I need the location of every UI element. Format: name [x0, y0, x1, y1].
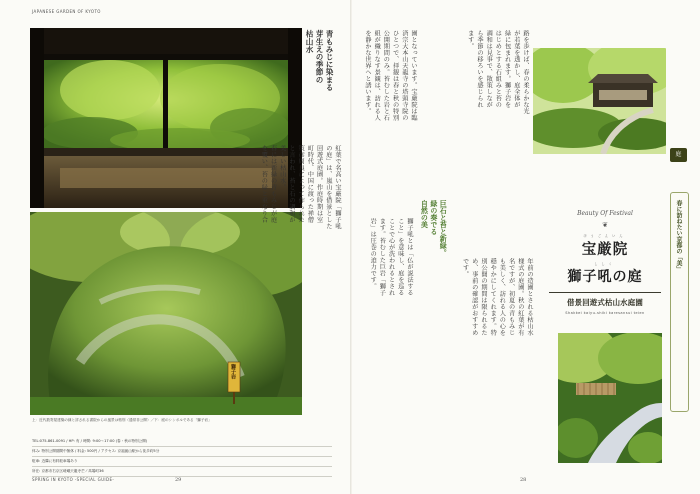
body-line: 済宗大本山天龍寺の塔頭寺院の	[400, 30, 408, 121]
body-center-bottom	[358, 218, 414, 408]
body-line: 獅子吼とは「仏が説法する	[406, 218, 413, 296]
body-line: 緑に包まれます。獅子岩を	[503, 30, 511, 108]
garden-house-image	[533, 48, 666, 154]
body-line: 岩」は圧巻の迫力です。	[369, 218, 377, 290]
garden-house-photo	[533, 48, 666, 154]
body-line: こと」を意味し、庭を巡る	[396, 218, 404, 296]
body-left-columns	[258, 145, 342, 403]
moss-path-photo	[558, 333, 662, 463]
body-line: が若葉を透かし、庭全体が	[512, 30, 520, 108]
body-line: と言われ、苔と石の調和が	[287, 145, 295, 223]
body-line: 園となっています。宝厳院は臨	[410, 30, 417, 121]
green-lead-line: 緑の奏でる	[429, 200, 439, 235]
body-line: め、事前の確認がおすすめ	[470, 258, 478, 336]
body-line: 策彦周良によって作られた	[297, 145, 305, 223]
garden-style: 借景回遊式枯山水庭園	[567, 297, 643, 307]
body-line: 別公開の期間は限られるた	[479, 258, 487, 336]
info-block	[32, 437, 332, 477]
section-tab-label: 春に訪ねたい京都の「美」	[675, 200, 682, 272]
moss-path-image	[558, 333, 662, 463]
section-chip: 庭	[670, 148, 687, 162]
body-line: も美しく、訪れる人の心を	[498, 258, 506, 336]
garden-title-block	[540, 210, 670, 315]
body-line: 春には新緑の青もみじが庭	[269, 145, 277, 223]
title-line-1: 宝厳院	[581, 241, 629, 258]
body-line: 路を歩けば、春の柔らかな光	[522, 30, 529, 115]
info-line: 休み: 特別公開期間中無休 / 料金: 500円 / アクセス: 京福嵐山駅から徒歩約5分	[32, 447, 332, 457]
body-line: です。	[461, 258, 469, 278]
running-foot: SPRING IN KYOTO -SPECIAL GUIDE-	[32, 477, 115, 482]
page-number-left: 29	[175, 477, 182, 483]
leaf-emblem-icon: ❦	[602, 221, 608, 229]
body-line: 回遊式庭園。作庭時期は室	[315, 145, 323, 223]
body-center-top	[358, 30, 418, 210]
body-line: はじめとする石組みと苔の	[494, 30, 502, 108]
photo-caption: 上：近代数寄屋建築の縁と詳される書院からの風景は格別（通常非公開）／下：庭のシンボルである「獅子岩」	[32, 418, 212, 422]
body-line: 年前の造園とされる枯山水	[526, 258, 533, 336]
body-line: ことで心が洗われるとされ	[387, 218, 395, 296]
lead-line: 芽生えの季節の	[315, 30, 324, 84]
lead-line: 枯山水	[305, 30, 314, 53]
garden-style-romaji: Shakkei kaiyu-shiki karesansui teien	[565, 310, 645, 315]
page-number-right: 28	[520, 477, 527, 483]
info-line: TEL:075-861-0091 / HP: 有 / 時間: 9:00〜17:00 (春・秋の特別公開)	[32, 437, 332, 447]
body-line: を静かな世界へと誘います。	[363, 30, 371, 115]
body-line: 調和は見事で、散策しなが	[485, 30, 493, 108]
body-line: 町時代、中国に渡った禅僧	[306, 145, 314, 223]
body-line: を覆い、苔の緑と重なり合	[260, 145, 268, 223]
body-right-top	[452, 30, 530, 250]
info-line: 駐車: 近隣に有料駐車場あり	[32, 457, 332, 467]
body-line: 紅葉で名高い宝厳院「獅子吼	[334, 145, 341, 230]
body-right-bottom	[450, 258, 534, 468]
title-line-2: 獅子吼の庭	[567, 269, 643, 285]
series-script: Beauty Of Festival	[577, 210, 633, 217]
body-line: 穏やかにしてくれます。特	[489, 258, 497, 336]
body-line: の庭」は、嵐山を借景とした	[324, 145, 332, 230]
lead-line: 青もみじに染まる	[325, 30, 334, 91]
running-head: JAPANESE GARDEN OF KYOTO	[32, 9, 101, 14]
furigana-1: ほうごんいん	[583, 234, 627, 238]
title-divider	[549, 292, 661, 293]
body-line: ら季節の移ろいを感じられ	[475, 30, 483, 108]
green-lead-line: 自然の美	[420, 200, 430, 228]
green-lead-heading	[420, 200, 448, 280]
body-line: 美しい枯山水。	[278, 145, 286, 191]
body-line: ひとつで、拝観は春と秋の特別	[391, 30, 399, 121]
info-line: 所在: 京都市右京区嵯峨天龍寺芒ノ馬場町36	[32, 467, 332, 477]
green-lead-line: 巨石と苔と新緑。	[439, 200, 449, 256]
body-line: ます。	[466, 30, 474, 50]
furigana-2: ししく	[594, 262, 616, 266]
body-line: 組が織りなす景観は、訪れる人	[373, 30, 381, 121]
body-line: 公開期間のみ。苔むした岩と石	[382, 30, 390, 121]
body-line: 様式の庭園。秋の紅葉が有	[516, 258, 524, 336]
lead-heading	[304, 30, 334, 130]
sign-label: 獅子岩	[230, 364, 236, 379]
body-line: ます。苔むした巨岩「獅子	[378, 218, 386, 296]
body-line: 名ですが、初夏の青もみじ	[507, 258, 515, 336]
